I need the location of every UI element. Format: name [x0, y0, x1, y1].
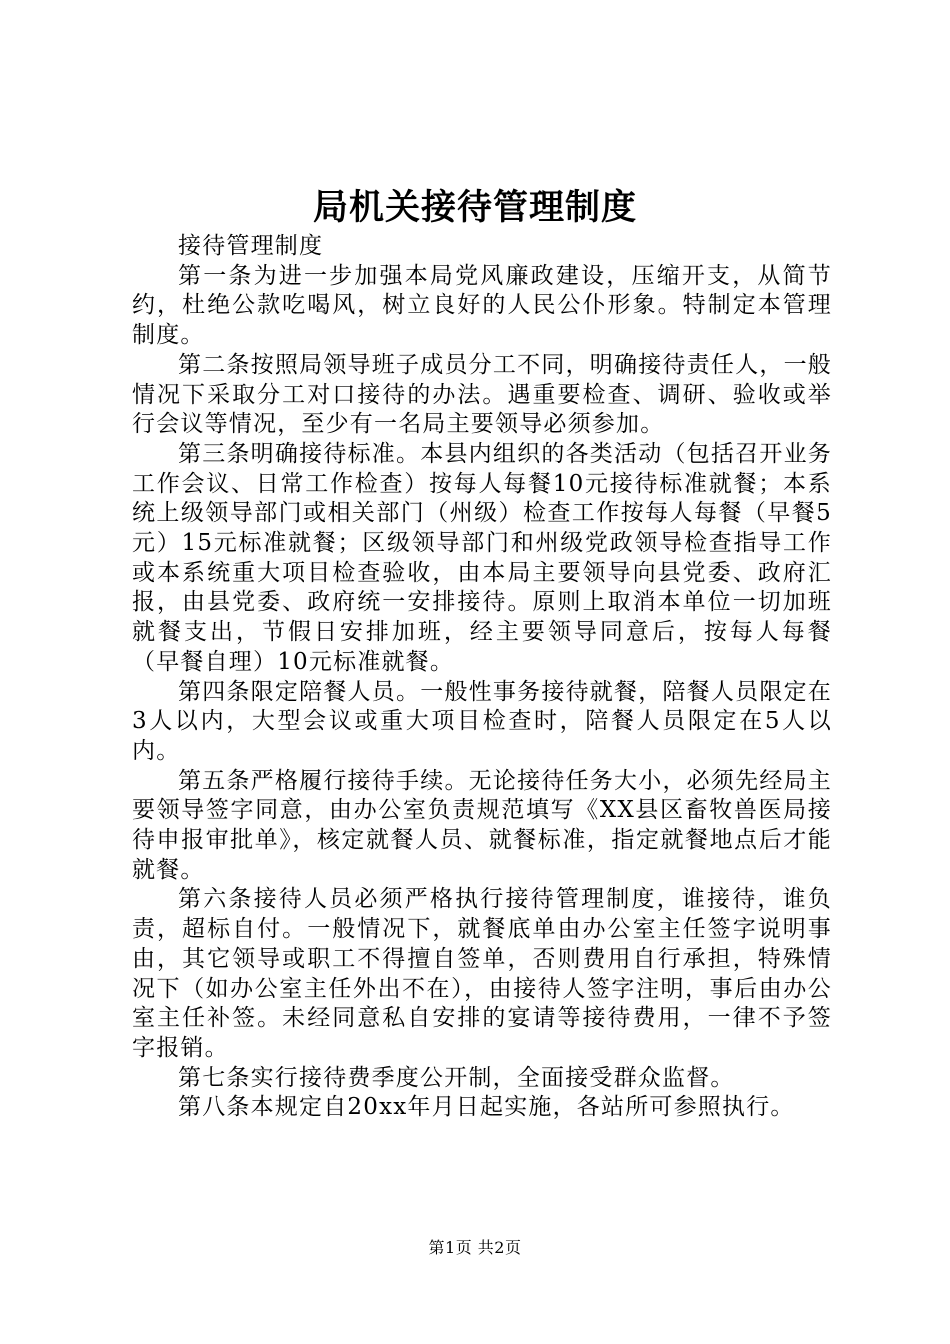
paragraph-article-5: 第五条严格履行接待手续。无论接待任务大小，必须先经局主要领导签字同意，由办公室负责规范填写《XX县区畜牧兽医局接待申报审批单》，核定就餐人员、就餐标准，指定就餐地点后才能就餐。 — [132, 767, 832, 883]
document-title: 局机关接待管理制度 — [312, 187, 637, 228]
document-body — [132, 232, 832, 1123]
paragraph-article-7: 第七条实行接待费季度公开制，全面接受群众监督。 — [178, 1064, 735, 1091]
paragraph-article-6: 第六条接待人员必须严格执行接待管理制度，谁接待，谁负责，超标自付。一般情况下，就餐底单由办公室主任签字说明事由，其它领导或职工不得擅自签单，否则费用自行承担，特殊情况下（如办公室主任外出不在），由接待人签字注明，事后由办公室主任补签。未经同意私自安排的宴请等接待费用，一律不予签字报销。 — [132, 886, 832, 1061]
page-number-footer: 第1页 共2页 — [428, 1238, 522, 1257]
paragraph-article-8: 第八条本规定自20xx年月日起实施，各站所可参照执行。 — [178, 1094, 795, 1121]
paragraph-article-2: 第二条按照局领导班子成员分工不同，明确接待责任人，一般情况下采取分工对口接待的办法。遇重要检查、调研、验收或举行会议等情况，至少有一名局主要领导必须参加。 — [132, 351, 832, 438]
paragraph-article-1: 第一条为进一步加强本局党风廉政建设，压缩开支，从简节约，杜绝公款吃喝风，树立良好的人民公仆形象。特制定本管理制度。 — [132, 262, 832, 349]
paragraph-article-4: 第四条限定陪餐人员。一般性事务接待就餐，陪餐人员限定在3人以内，大型会议或重大项目检查时，陪餐人员限定在5人以内。 — [132, 678, 832, 764]
paragraph-article-3: 第三条明确接待标准。本县内组织的各类活动（包括召开业务工作会议、日常工作检查）按每人每餐10元接待标准就餐；本系统上级领导部门或相关部门（州级）检查工作按每人每餐（早餐5元）15元标准就餐；区级领导部门和州级党政领导检查指导工作或本系统重大项目检查验收，由本局主要领导向县党委、政府汇报，由县党委、政府统一安排接待。原则上取消本单位一切加班就餐支出，节假日安排加班，经主要领导同意后，按每人每餐（早餐自理）10元标准就餐。 — [132, 440, 832, 675]
paragraph-subtitle: 接待管理制度 — [178, 233, 324, 259]
